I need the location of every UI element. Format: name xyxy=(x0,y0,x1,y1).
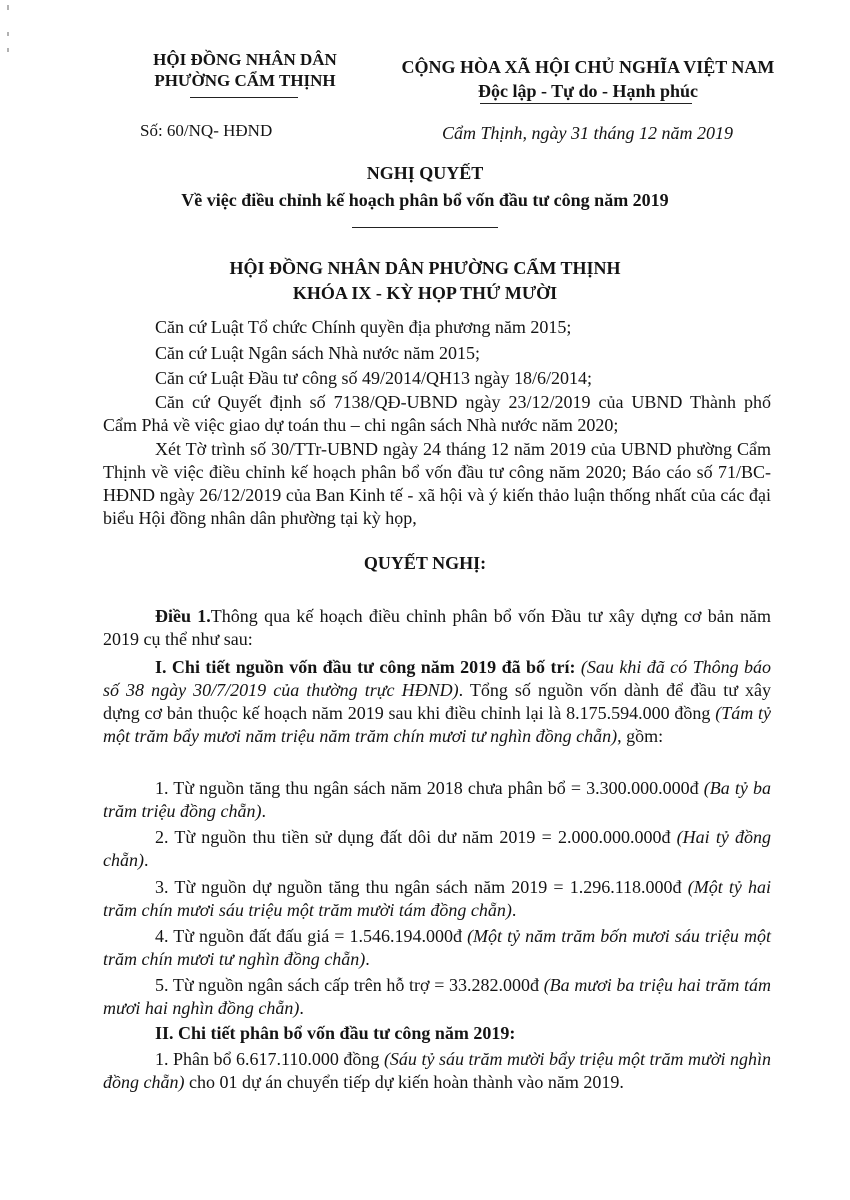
issuing-body-line1: HỘI ĐỒNG NHÂN DÂN xyxy=(153,50,337,69)
title-underline xyxy=(352,227,498,228)
section-1-amount-words: (Tám tỷ một trăm bẩy mươi năm triệu năm trăm chín mươi tư nghìn đồng chẵn) xyxy=(103,703,771,746)
issuing-body-underline xyxy=(190,97,298,98)
legal-basis-3: Căn cứ Luật Đầu tư công số 49/2014/QH13 ngày 18/6/2014; xyxy=(155,368,592,388)
section-1-heading: I. Chi tiết nguồn vốn đầu tư công năm 2019 đã bố trí: xyxy=(155,657,576,677)
document-number: Số: 60/NQ- HĐND xyxy=(140,121,273,140)
issuing-body-line2: PHƯỜNG CẨM THỊNH xyxy=(154,71,336,90)
council-name: HỘI ĐỒNG NHÂN DÂN PHƯỜNG CẨM THỊNH xyxy=(229,258,621,278)
national-heading xyxy=(378,55,798,103)
source-item-5: 5. Từ nguồn ngân sách cấp trên hỗ trợ = 33.282.000đ (Ba mươi ba triệu hai trăm tám mươi hai nghìn đồng chẵn). xyxy=(103,975,772,1018)
source-item-1: 1. Từ nguồn tăng thu ngân sách năm 2018 chưa phân bổ = 3.300.000.000đ (Ba tỷ ba trăm triệu đồng chẵn). xyxy=(103,778,771,821)
council-heading xyxy=(100,256,750,306)
section-2-heading: II. Chi tiết phân bổ vốn đầu tư công năm 2019: xyxy=(155,1023,516,1043)
legal-basis-2: Căn cứ Luật Ngân sách Nhà nước năm 2015; xyxy=(155,343,480,363)
issuing-body xyxy=(125,49,365,91)
place-date: Cẩm Thịnh, ngày 31 tháng 12 năm 2019 xyxy=(442,123,734,143)
article-1 xyxy=(103,605,771,651)
national-motto-underline xyxy=(480,103,692,104)
article-1-label: Điều 1. xyxy=(155,606,211,626)
section-1-heading-note: (Sau khi đã có Thông báo số 38 ngày 30/7/2019 của thường trực HĐND) xyxy=(103,657,772,700)
legal-basis-4: Căn cứ Quyết định số 7138/QĐ-UBND ngày 23/12/2019 của UBND Thành phố Cẩm Phả về việc giao dự toán thu – chi ngân sách Nhà nước năm 2020; xyxy=(103,392,771,435)
scan-edge-mark xyxy=(6,0,10,60)
section-1-text: . Tổng số nguồn vốn dành để đầu tư xây dựng cơ bản thuộc kế hoạch năm 2019 sau khi điều chỉnh lại là 8.175.594.000 đồng xyxy=(103,680,771,723)
legal-basis-5: Xét Tờ trình số 30/TTr-UBND ngày 24 tháng 12 năm 2019 của UBND phường Cẩm Thịnh về việc điều chỉnh kế hoạch phân bổ vốn đầu tư công năm 2020; Báo cáo số 71/BC-HĐND ngày 26/12/2019 của Ban Kinh tế - xã hội và ý kiến thảo luận thống nhất của các đại biểu Hội đồng nhân dân phường tại kỳ họp, xyxy=(103,439,771,528)
allocation-item-1: 1. Phân bổ 6.617.110.000 đồng (Sáu tỷ sáu trăm mười bẩy triệu một trăm mười nghìn đồng chẵn) cho 01 dự án chuyển tiếp dự kiến hoàn thành vào năm 2019. xyxy=(103,1049,771,1092)
source-item-3: 3. Từ nguồn dự nguồn tăng thu ngân sách năm 2019 = 1.296.118.000đ (Một tỷ hai trăm chín mươi sáu triệu một trăm mười tám đồng chẵn). xyxy=(103,877,772,920)
legal-basis-1: Căn cứ Luật Tổ chức Chính quyền địa phương năm 2015; xyxy=(155,317,572,337)
document-title xyxy=(100,160,750,214)
national-motto: Độc lập - Tự do - Hạnh phúc xyxy=(477,81,699,101)
source-item-2: 2. Từ nguồn thu tiền sử dụng đất dôi dư năm 2019 = 2.000.000.000đ (Hai tỷ đồng chẵn). xyxy=(103,827,771,870)
document-type: NGHỊ QUYẾT xyxy=(366,163,484,183)
national-heading-line1: CỘNG HÒA XÃ HỘI CHỦ NGHĨA VIỆT NAM xyxy=(401,57,775,77)
resolve-heading: QUYẾT NGHỊ: xyxy=(363,553,487,573)
article-1-text: Thông qua kế hoạch điều chỉnh phân bổ vốn Đầu tư xây dựng cơ bản năm 2019 cụ thể như sau: xyxy=(103,606,772,649)
council-session: KHÓA IX - KỲ HỌP THỨ MƯỜI xyxy=(292,283,558,303)
document-subject: Về việc điều chỉnh kế hoạch phân bổ vốn đầu tư công năm 2019 xyxy=(181,190,669,210)
section-1: I. Chi tiết nguồn vốn đầu tư công năm 2019 đã bố trí: (Sau khi đã có Thông báo số 38 ngày 30/7/2019 của thường trực HĐND). Tổng số nguồn vốn dành để đầu tư xây dựng cơ bản thuộc kế hoạch năm 2019 sau khi điều chỉnh lại là 8.175.594.000 đồng (Tám tỷ một trăm bẩy mươi năm triệu năm trăm chín mươi tư nghìn đồng chẵn), gồm: xyxy=(103,657,772,746)
source-item-4: 4. Từ nguồn đất đấu giá = 1.546.194.000đ (Một tỷ năm trăm bốn mươi sáu triệu một trăm chín mươi tư nghìn đồng chẵn). xyxy=(103,926,771,969)
